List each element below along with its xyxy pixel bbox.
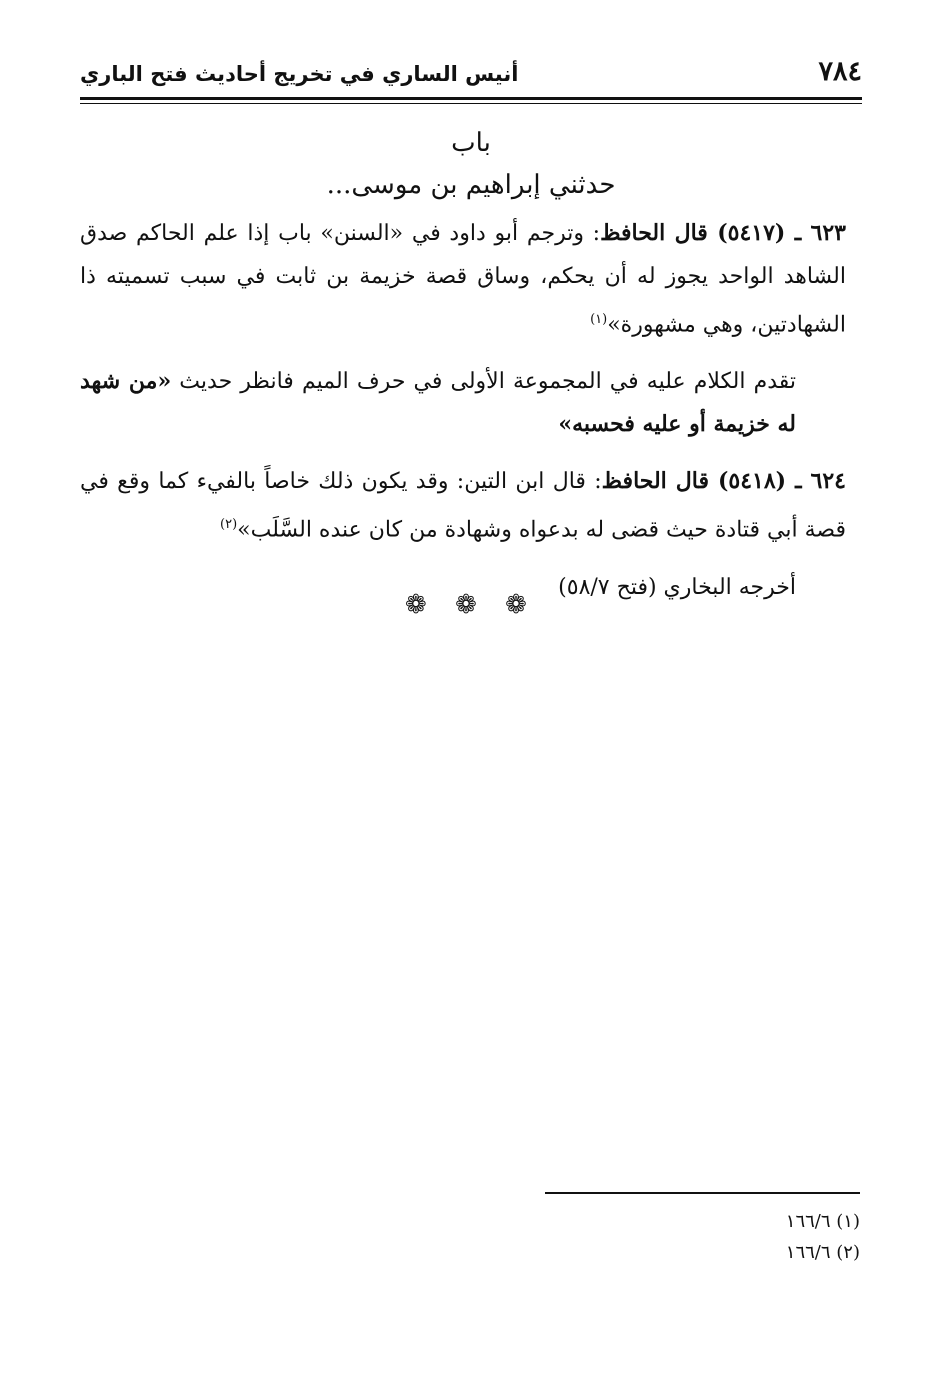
running-title: أنيس الساري في تخريج أحاديث فتح الباري — [80, 62, 519, 86]
entry-text: : وترجم أبو داود في «السنن» باب إذا علم الحاكم صدق الشاهد الواحد يجوز له أن يحكم، وساق قصة خزيمة بن ثابت في سبب تسميته ذا الشهادتين، وهي مشهورة» — [80, 221, 846, 338]
footnote-divider — [545, 1192, 860, 1194]
entry-text: : قال ابن التين: وقد يكون ذلك خاصاً بالفيء كما وقع في قصة أبي قتادة حيث قضى له بدعواه وشهادة من كان عنده السَّلَب» — [80, 469, 846, 543]
comment-text: أخرجه البخاري (فتح ٥٨/٧) — [558, 574, 796, 600]
page-header — [80, 52, 862, 96]
footnote-2 — [786, 1237, 860, 1268]
footnote-marker: (١) — [836, 1211, 860, 1232]
entry-624 — [80, 460, 846, 551]
entry-number: ٦٢٣ ـ (٥٤١٧) قال الحافظ — [600, 220, 846, 246]
footnote-text: ١٦٦/٦ — [785, 1211, 831, 1232]
footnote-ref: (٢) — [220, 517, 238, 533]
body-text — [80, 212, 846, 623]
section-ornaments: ❁ ❁ ❁ — [405, 590, 537, 620]
footnote-ref: (١) — [590, 312, 608, 327]
footnote-marker: (٢) — [836, 1242, 860, 1263]
footnotes — [786, 1206, 860, 1268]
header-rule-thick — [80, 97, 862, 100]
chapter-title: باب — [451, 128, 491, 158]
entry-623 — [80, 212, 846, 346]
footnote-1 — [786, 1206, 860, 1237]
page-number: ٧٨٤ — [818, 56, 862, 87]
entry-623-comment — [80, 360, 846, 446]
header-rule-thin — [80, 103, 862, 104]
chapter-subheading: حدثني إبراهيم بن موسى... — [326, 170, 616, 200]
hadith-title: «من شهد له خزيمة أو عليه فحسبه» — [80, 368, 796, 438]
entry-number: ٦٢٤ ـ (٥٤١٨) قال الحافظ — [601, 468, 846, 495]
comment-text: تقدم الكلام عليه في المجموعة الأولى في حرف الميم فانظر حديث — [171, 369, 796, 395]
footnote-text: ١٦٦/٦ — [785, 1242, 831, 1263]
